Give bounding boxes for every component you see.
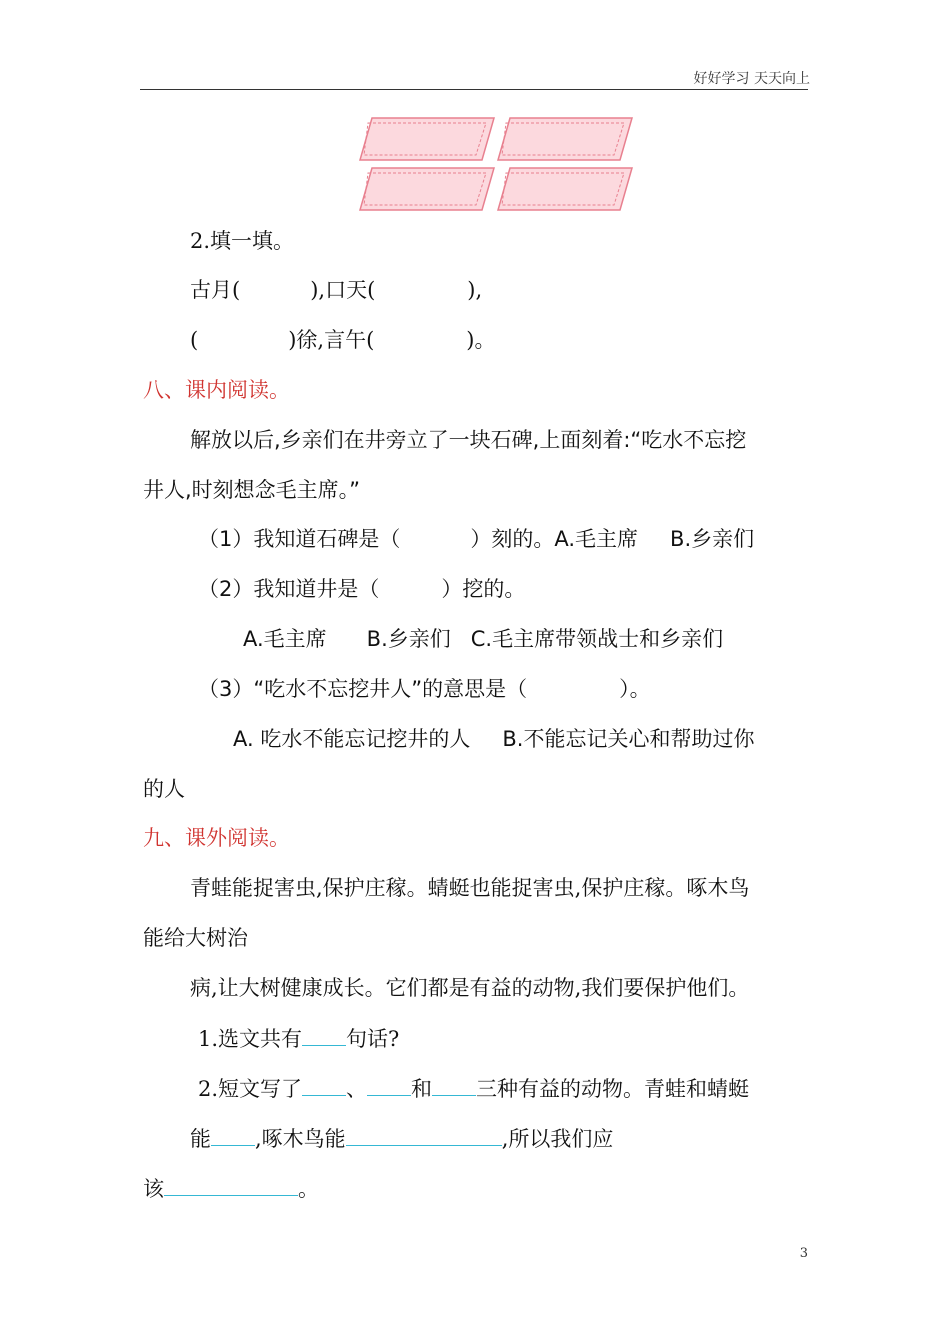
s8-ans-b: B.不能忘记关心和帮助过你 bbox=[502, 727, 755, 751]
s8-q3-answers bbox=[233, 725, 754, 753]
s9-q2-blank4[interactable] bbox=[211, 1123, 255, 1146]
writing-tiles-illustration bbox=[358, 114, 638, 214]
header-divider bbox=[140, 89, 808, 90]
s8-ans-b-continued: 的人 bbox=[143, 777, 185, 801]
s9-q1 bbox=[198, 1023, 399, 1053]
s8-opt-c: C.毛主席带领战士和乡亲们 bbox=[470, 627, 724, 651]
q2-row1-b: ),口天( bbox=[310, 278, 376, 302]
s8-q3-b: ）。 bbox=[619, 677, 651, 701]
s8-opt-b: B.乡亲们 bbox=[366, 627, 451, 651]
tile-bottom-right bbox=[498, 168, 632, 210]
s9-q1-blank[interactable] bbox=[302, 1023, 346, 1046]
s8-q2-b: ）挖的。 bbox=[441, 577, 526, 601]
s9-q2-h: 该 bbox=[143, 1177, 164, 1201]
section-9-heading: 九、课外阅读。 bbox=[143, 826, 290, 850]
s9-q2-a: 2.短文写了 bbox=[198, 1077, 303, 1101]
s8-passage-line1: 解放以后,乡亲们在井旁立了一块石碑,上面刻着:“吃水不忘挖 bbox=[190, 428, 747, 452]
tile-top-right bbox=[498, 118, 632, 160]
q2-row2 bbox=[190, 326, 495, 354]
s9-passage-line1: 青蛙能捉害虫,保护庄稼。蜻蜓也能捉害虫,保护庄稼。啄木鸟 bbox=[190, 876, 750, 900]
s9-q2-g: ,所以我们应 bbox=[501, 1127, 614, 1151]
q2-title: 2.填一填。 bbox=[190, 229, 295, 253]
s8-q2-options bbox=[243, 625, 723, 653]
s9-q2 bbox=[198, 1073, 749, 1103]
q2-row1-c: ), bbox=[467, 278, 483, 302]
s8-q2-a: （2）我知道井是（ bbox=[198, 577, 380, 601]
tile-bottom-left bbox=[360, 168, 494, 210]
s9-q2-d: 三种有益的动物。青蛙和蜻蜓 bbox=[476, 1077, 750, 1101]
q2-row2-a: ( bbox=[190, 328, 199, 352]
page-number: 3 bbox=[799, 1246, 808, 1261]
s9-q2-line3 bbox=[143, 1173, 319, 1203]
q2-row1 bbox=[190, 276, 482, 304]
s9-q2-e: 能 bbox=[190, 1127, 211, 1151]
s9-q2-blank1[interactable] bbox=[302, 1073, 346, 1096]
s9-passage-line3: 病,让大树健康成长。它们都是有益的动物,我们要保护他们。 bbox=[190, 976, 750, 1000]
s9-passage-line2: 能给大树治 bbox=[143, 926, 248, 950]
s9-q2-b: 、 bbox=[346, 1077, 368, 1101]
header-motto: 好好学习 天天向上 bbox=[693, 71, 810, 87]
s9-q1-b: 句话? bbox=[346, 1027, 400, 1051]
s9-q2-blank6[interactable] bbox=[164, 1173, 298, 1196]
s8-opt-a: A.毛主席 bbox=[243, 627, 327, 651]
s9-q2-blank2[interactable] bbox=[367, 1073, 411, 1096]
s9-q2-line2 bbox=[190, 1123, 613, 1153]
s8-ans-a: A. 吃水不能忘记挖井的人 bbox=[233, 727, 471, 751]
s9-q2-blank5[interactable] bbox=[346, 1123, 502, 1146]
s8-q3-a: （3）“吃水不忘挖井人”的意思是（ bbox=[198, 677, 528, 701]
q2-row2-c: )。 bbox=[466, 328, 496, 352]
s9-q1-a: 1.选文共有 bbox=[198, 1027, 303, 1051]
s9-q2-c: 和 bbox=[411, 1077, 433, 1101]
s8-q1-a: （1）我知道石碑是（ bbox=[198, 527, 401, 551]
s8-q3 bbox=[198, 675, 651, 703]
s8-passage-line2: 井人,时刻想念毛主席。” bbox=[143, 478, 361, 502]
s9-q2-blank3[interactable] bbox=[432, 1073, 476, 1096]
s8-q1-b: ）刻的。A.毛主席 bbox=[470, 527, 639, 551]
tile-top-left bbox=[360, 118, 494, 160]
s8-q1-c: B.乡亲们 bbox=[670, 527, 755, 551]
s9-q2-i: 。 bbox=[298, 1177, 319, 1201]
section-8-heading: 八、课内阅读。 bbox=[143, 378, 290, 402]
s9-q2-f: ,啄木鸟能 bbox=[255, 1127, 346, 1151]
q2-row1-a: 古月( bbox=[190, 278, 241, 302]
q2-row2-b: )徐,言午( bbox=[288, 328, 375, 352]
s8-q1 bbox=[198, 525, 754, 553]
s8-q2 bbox=[198, 575, 525, 603]
